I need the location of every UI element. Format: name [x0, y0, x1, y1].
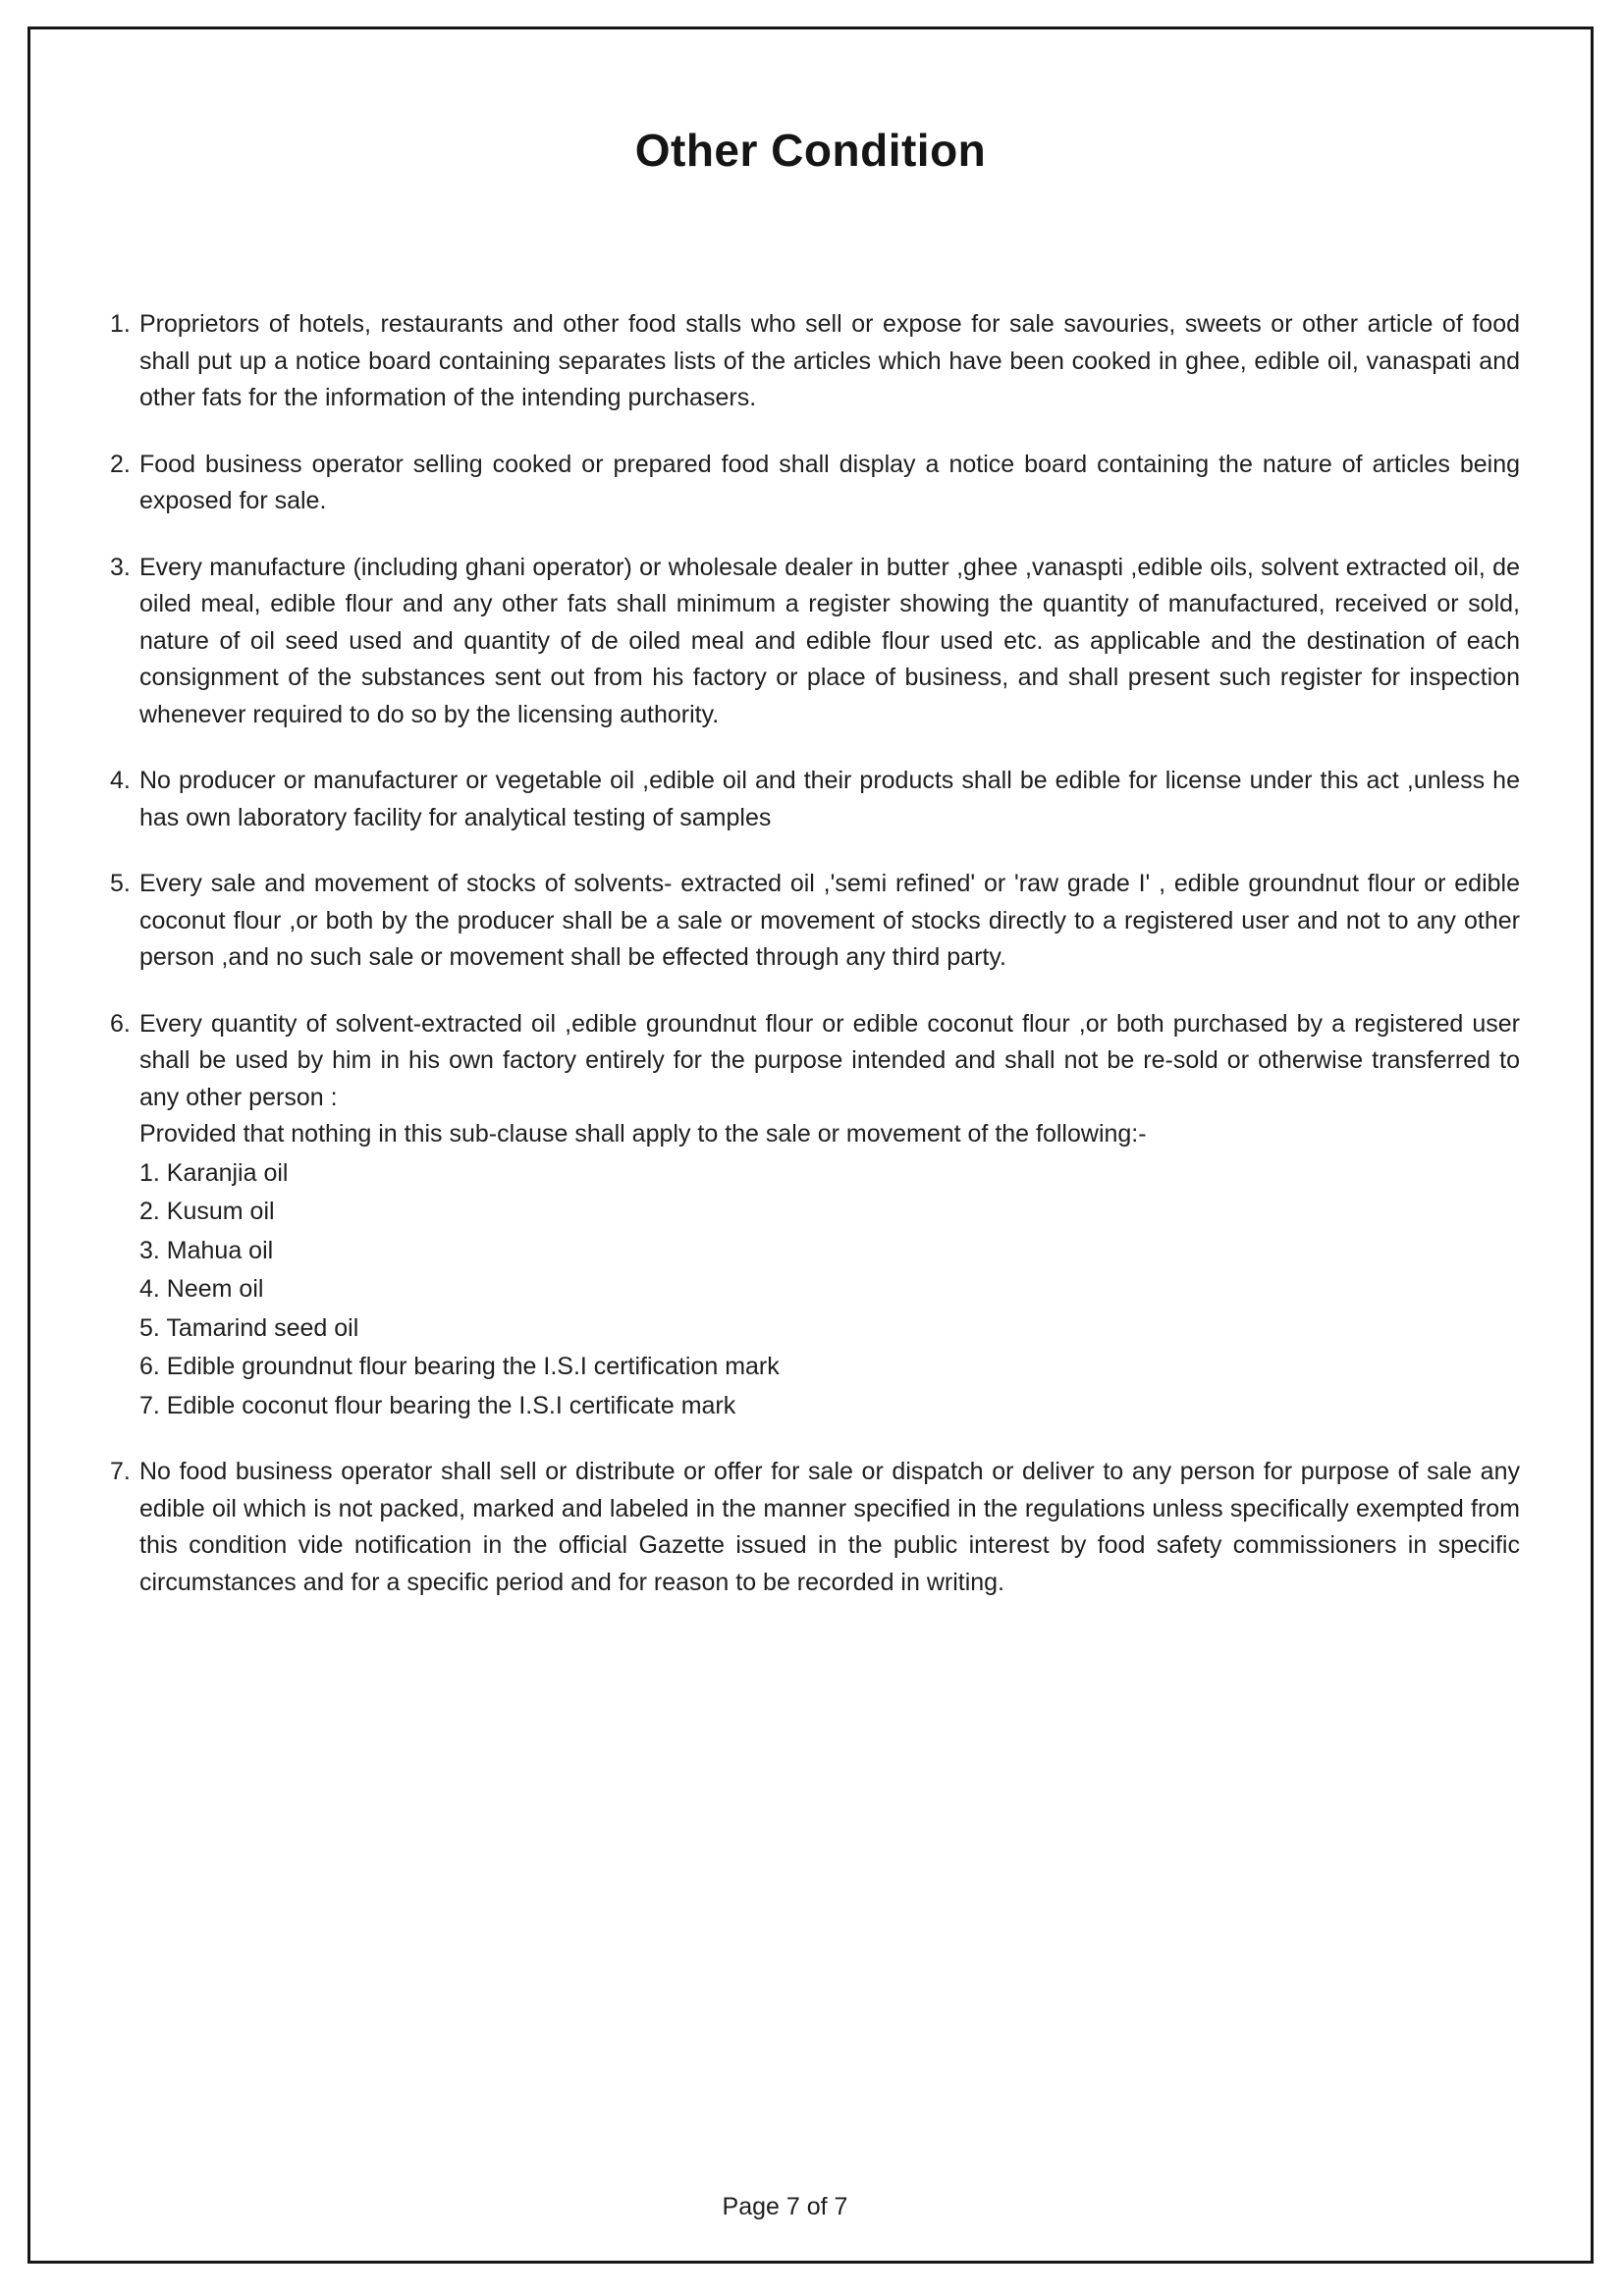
conditions-list — [110, 306, 1520, 1601]
condition-sub-item-4: 4. Neem oil — [139, 1275, 264, 1303]
condition-number: 2. — [110, 450, 131, 478]
condition-number: 5. — [110, 870, 131, 897]
condition-text: No producer or manufacturer or vegetable oil ,edible oil and their products shall be edible for license under this act ,unless he has own laboratory facility for analytical testing of samples — [139, 767, 1520, 831]
condition-text: Food business operator selling cooked or prepared food shall display a notice board containing the nature of articles being exposed for sale. — [139, 450, 1520, 514]
condition-sub-item-7: 7. Edible coconut flour bearing the I.S.I certificate mark — [139, 1391, 736, 1419]
page-border — [27, 27, 1594, 2264]
condition-number: 6. — [110, 1009, 131, 1038]
condition-item-5 — [110, 866, 1520, 977]
condition-item-1 — [110, 306, 1520, 417]
condition-item-3 — [110, 550, 1520, 734]
condition-item-7 — [110, 1454, 1520, 1601]
condition-number: 4. — [110, 767, 131, 794]
condition-text: Every manufacture (including ghani operator) or wholesale dealer in butter ,ghee ,vanaspti ,edible oils, solvent extracted oil, de oiled meal, edible flour and any other fats shall minimum a register showing the quantity of manufactured, received or sold, nature of oil seed used and quantity of de oiled meal and edible flour used etc. as applicable and the destination of each consignment of the substances sent out from his factory or place of business, and shall present such register for inspection whenever required to do so by the licensing authority. — [139, 553, 1520, 728]
condition-item-6 — [110, 1006, 1520, 1425]
condition-item-2 — [110, 447, 1520, 520]
condition-text: No food business operator shall sell or distribute or offer for sale or dispatch or deliver to any person for purpose of sale any edible oil which is not packed, marked and labeled in the manner specified in the regulations unless specifically exempted from this condition vide notification in the official Gazette issued in the public interest by food safety commissioners in specific circumstances and for a specific period and for reason to be recorded in writing. — [139, 1458, 1520, 1596]
condition-sub-item-3: 3. Mahua oil — [139, 1236, 274, 1264]
condition-number: 1. — [110, 310, 131, 338]
condition-sub-item-6: 6. Edible groundnut flour bearing the I.S.I certification mark — [139, 1353, 780, 1380]
page-title: Other Condition — [634, 125, 987, 176]
page-footer: Page 7 of 7 — [722, 2192, 848, 2220]
condition-sub-item-5: 5. Tamarind seed oil — [139, 1313, 359, 1342]
condition-number: 7. — [110, 1458, 131, 1485]
condition-number: 3. — [110, 553, 131, 581]
condition-item-4 — [110, 763, 1520, 836]
condition-sub-item-2: 2. Kusum oil — [139, 1198, 275, 1225]
condition-text: Proprietors of hotels, restaurants and other food stalls who sell or expose for sale savouries, sweets or other article of food shall put up a notice board containing separates lists of the articles which have been cooked in ghee, edible oil, vanaspati and other fats for the information of the intending purchasers. — [139, 310, 1520, 411]
condition-text: Every sale and movement of stocks of solvents- extracted oil ,'semi refined' or 'raw grade I' , edible groundnut flour or edible coconut flour ,or both by the producer shall be a sale or movement of stocks directly to a registered user and not to any other person ,and no such sale or movement shall be effected through any third party. — [139, 870, 1520, 971]
condition-provision: Provided that nothing in this sub-clause shall apply to the sale or movement of the following:- — [139, 1120, 1147, 1148]
condition-sub-item-1: 1. Karanjia oil — [139, 1158, 289, 1187]
condition-text: Every quantity of solvent-extracted oil ,edible groundnut flour or edible coconut flour ,or both purchased by a registered user shall be used by him in his own factory entirely for the purpose intended and shall not be re-sold or otherwise transferred to any other person : — [139, 1009, 1520, 1111]
